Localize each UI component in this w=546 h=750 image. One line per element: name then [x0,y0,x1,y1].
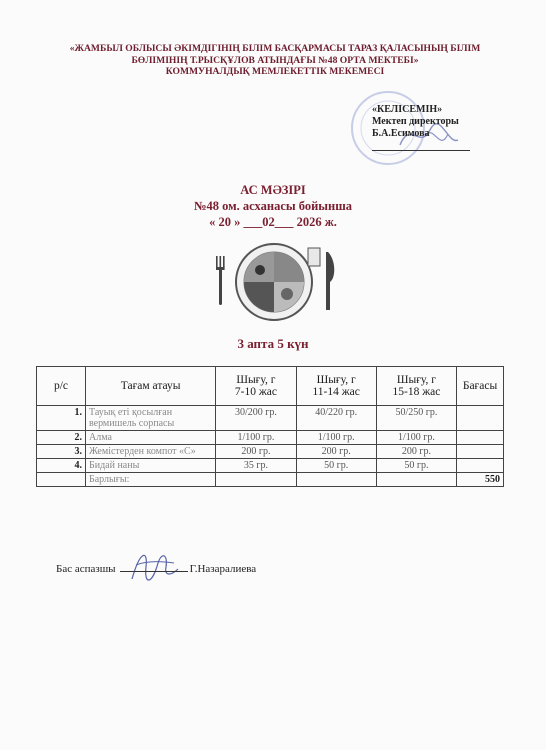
header-b-line2: 11-14 жас [312,386,360,398]
row-portion-c: 200 гр. [376,445,456,459]
header-line-3: КОММУНАЛДЫҚ МЕМЛЕКЕТТІК МЕКЕМЕСІ [165,66,385,77]
menu-table [36,366,504,487]
table-row [37,445,504,459]
total-label: Барлығы: [85,473,215,487]
table-row [37,431,504,445]
title-line-1: АС МӘЗІРІ [240,183,306,197]
total-value: 550 [457,473,504,487]
approval-label: «КЕЛІСЕМІН» [372,104,443,115]
row-no: 1. [37,406,86,431]
table-total-row [37,473,504,487]
row-portion-b: 1/100 гр. [296,431,376,445]
header-c-line2: 15-18 жас [392,386,441,398]
row-portion-a: 200 гр. [216,445,296,459]
row-portion-b: 200 гр. [296,445,376,459]
row-dish: Тауық еті қосылған вермишель сорпасы [85,406,215,431]
menu-title [0,182,546,230]
total-blank-b [296,473,376,487]
chef-signature-line [120,571,188,572]
total-blank-c [376,473,456,487]
row-price [457,406,504,431]
row-no: 2. [37,431,86,445]
row-no: 3. [37,445,86,459]
row-portion-c: 1/100 гр. [376,431,456,445]
approval-block [372,104,459,140]
chef-position: Бас аспазшы [56,563,116,575]
chef-name: Г.Назаралиева [189,563,257,575]
table-header-row [37,367,504,406]
header-age-7-10 [216,367,296,406]
row-price [457,445,504,459]
total-blank [37,473,86,487]
row-dish: Бидай наны [85,459,215,473]
row-price [457,431,504,445]
row-price [457,459,504,473]
row-portion-b: 50 гр. [296,459,376,473]
header-line-2: БӨЛІМІНІҢ Т.РЫСҚҰЛОВ АТЫНДАҒЫ №48 ОРТА МЕКТЕБІ» [131,54,419,66]
header-name: Тағам атауы [85,367,215,406]
row-portion-c: 50 гр. [376,459,456,473]
approval-name: Б.А.Есимова [372,128,430,139]
title-line-2: №48 ом. асханасы бойынша [193,199,353,213]
header-c-line1: Шығу, г [396,374,436,386]
header-age-11-14 [296,367,376,406]
row-portion-a: 1/100 гр. [216,431,296,445]
school-header [40,43,510,78]
food-plate-icon [212,242,342,322]
row-dish: Алма [85,431,215,445]
table-row [37,406,504,431]
chef-signature-block [56,563,256,575]
header-no: р/с [37,367,86,406]
header-price: Бағасы [457,367,504,406]
row-portion-b: 40/220 гр. [296,406,376,431]
header-age-15-18 [376,367,456,406]
total-blank-a [216,473,296,487]
row-portion-a: 35 гр. [216,459,296,473]
header-line-1: «ЖАМБЫЛ ОБЛЫСЫ ӘКІМДІГІНІҢ БІЛІМ БАСҚАРМАСЫ ТАРАЗ ҚАЛАСЫНЫҢ БІЛІМ [69,43,481,54]
header-a-line2: 7-10 жас [234,386,277,398]
approval-position: Мектеп директоры [372,116,459,127]
title-line-3: « 20 » ___02___ 2026 ж. [209,215,337,229]
row-portion-a: 30/200 гр. [216,406,296,431]
table-row [37,459,504,473]
approval-signature-line [372,150,470,151]
row-portion-c: 50/250 гр. [376,406,456,431]
week-day-label: 3 апта 5 күн [237,336,309,351]
header-a-line1: Шығу, г [236,374,276,386]
header-b-line1: Шығу, г [316,374,356,386]
row-no: 4. [37,459,86,473]
row-dish: Жемістерден компот «С» [85,445,215,459]
